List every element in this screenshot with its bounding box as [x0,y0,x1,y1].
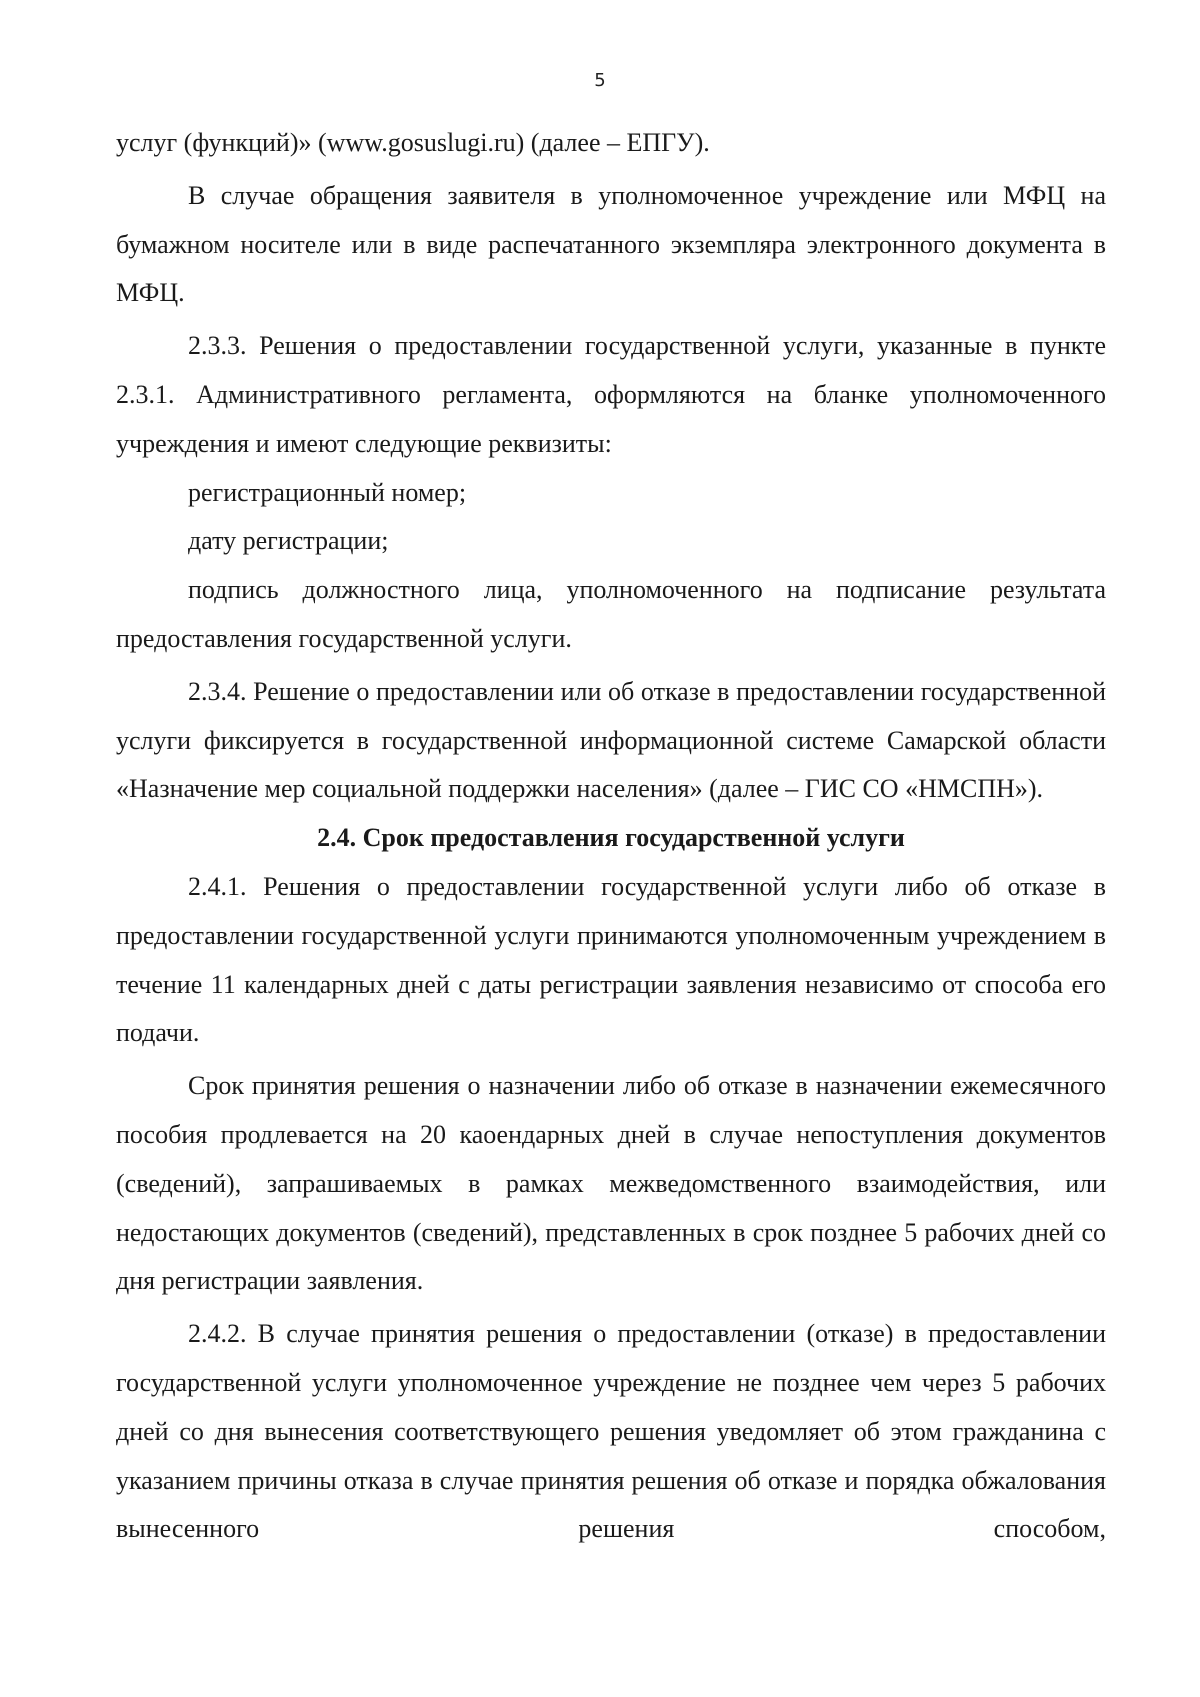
section-heading-2-4: 2.4. Срок предоставления государственной услуги [317,823,905,853]
document-body [116,119,1106,1554]
paragraph-2-3-4: 2.3.4. Решение о предоставлении или об отказе в предоставлении государственной услуги фиксируется в государственной информационной системе Самарской области «Назначение мер социальной поддержки населения» (далее – ГИС СО «НМСПН»). [116,676,1106,804]
paragraph-term-extension: Срок принятия решения о назначении либо об отказе в назначении ежемесячного пособия продлевается на 20 каоендарных дней в случае непоступления документов (сведений), запрашиваемых в рамках межведомственного взаимодействия, или недостающих документов (сведений), представленных в срок позднее 5 рабочих дней со дня регистрации заявления. [116,1071,1106,1296]
list-item-signature: подпись должностного лица, уполномоченного на подписание результата предоставления государственной услуги. [116,575,1106,653]
paragraph-paper-request: В случае обращения заявителя в уполномоченное учреждение или МФЦ на бумажном носителе или в виде распечатанного экземпляра электронного документа в МФЦ. [116,180,1106,308]
list-item-reg-date: дату регистрации; [188,526,389,556]
page-number: 5 [594,70,606,91]
list-item-reg-number: регистрационный номер; [188,477,467,507]
paragraph-2-3-3: 2.3.3. Решения о предоставлении государственной услуги, указанные в пункте 2.3.1. Административного регламента, оформляются на бланке уполномоченного учреждения и имеют следующие реквизиты: [116,331,1106,458]
paragraph-epgu-continuation: услуг (функций)» (www.gosuslugi.ru) (далее – ЕПГУ). [116,128,710,157]
paragraph-2-4-2: 2.4.2. В случае принятия решения о предоставлении (отказе) в предоставлении государственной услуги уполномоченное учреждение не позднее чем через 5 рабочих дней со дня вынесения соответствующего решения уведомляет об этом гражданина с указанием причины отказа в случае принятия решения об отказе и порядка обжалования вынесенного решения способом, [116,1319,1106,1544]
paragraph-2-4-1: 2.4.1. Решения о предоставлении государственной услуги либо об отказе в предоставлении государственной услуги принимаются уполномоченным учреждением в течение 11 календарных дней с даты регистрации заявления независимо от способа его подачи. [116,871,1106,1048]
